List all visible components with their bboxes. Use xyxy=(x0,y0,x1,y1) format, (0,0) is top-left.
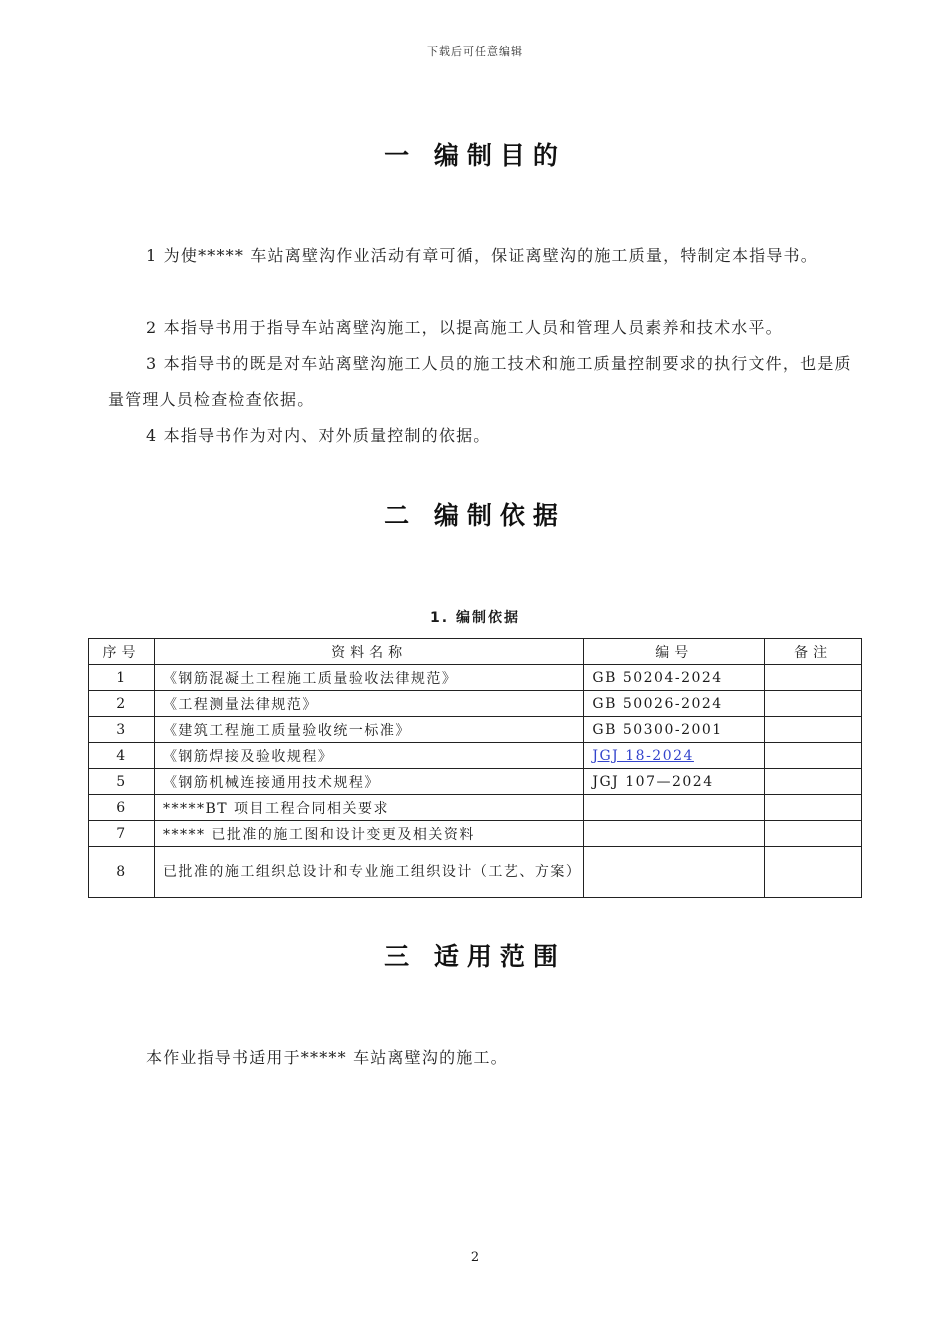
paragraph-4 xyxy=(108,418,862,454)
row-code xyxy=(584,821,765,847)
table-header-row xyxy=(89,639,862,665)
section-title-scope: 三 适用范围 xyxy=(384,942,566,971)
row-code: GB 50204-2024 xyxy=(584,665,765,691)
row-name: 《建筑工程施工质量验收统一标准》 xyxy=(154,717,583,743)
row-name: 《钢筋机械连接通用技术规程》 xyxy=(154,769,583,795)
row-note xyxy=(765,717,862,743)
table-row xyxy=(89,847,862,898)
row-no: 7 xyxy=(89,821,155,847)
paragraph-1-text: 1 为使***** 车站离壁沟作业活动有章可循，保证离壁沟的施工质量，特制定本指导书。 xyxy=(146,246,818,265)
table-row xyxy=(89,691,862,717)
row-code xyxy=(584,743,765,769)
code-link[interactable]: JGJ 18-2024 xyxy=(592,747,694,764)
header-note: 备注 xyxy=(765,639,862,665)
paragraph-3 xyxy=(108,346,862,418)
row-no: 8 xyxy=(89,847,155,898)
row-no: 2 xyxy=(89,691,155,717)
header-name: 资料名称 xyxy=(154,639,583,665)
row-note xyxy=(765,847,862,898)
row-note xyxy=(765,743,862,769)
table-row xyxy=(89,821,862,847)
table-row xyxy=(89,795,862,821)
row-note xyxy=(765,795,862,821)
row-code: JGJ 107—2024 xyxy=(584,769,765,795)
table-row xyxy=(89,665,862,691)
section-title-basis: 二 编制依据 xyxy=(384,501,566,530)
row-name: 《工程测量法律规范》 xyxy=(154,691,583,717)
row-note xyxy=(765,665,862,691)
scope-paragraph-text: 本作业指导书适用于***** 车站离壁沟的施工。 xyxy=(146,1048,508,1067)
row-code xyxy=(584,795,765,821)
paragraph-2-text: 2 本指导书用于指导车站离壁沟施工，以提高施工人员和管理人员素养和技术水平。 xyxy=(146,318,783,337)
paragraph-2 xyxy=(108,310,862,346)
row-note xyxy=(765,691,862,717)
header-code: 编号 xyxy=(584,639,765,665)
row-no: 3 xyxy=(89,717,155,743)
row-name: *****BT 项目工程合同相关要求 xyxy=(154,795,583,821)
row-name: 《钢筋混凝土工程施工质量验收法律规范》 xyxy=(154,665,583,691)
row-code: GB 50300-2001 xyxy=(584,717,765,743)
paragraph-4-text: 4 本指导书作为对内、对外质量控制的依据。 xyxy=(146,426,491,445)
row-no: 4 xyxy=(89,743,155,769)
page-header-note: 下载后可任意编辑 xyxy=(427,45,523,58)
page-number: 2 xyxy=(470,1250,480,1265)
row-no: 1 xyxy=(89,665,155,691)
table-row xyxy=(89,769,862,795)
row-name: ***** 已批准的施工图和设计变更及相关资料 xyxy=(154,821,583,847)
paragraph-1 xyxy=(108,238,862,274)
table-row xyxy=(89,717,862,743)
row-note xyxy=(765,821,862,847)
row-no: 5 xyxy=(89,769,155,795)
row-code: GB 50026-2024 xyxy=(584,691,765,717)
row-no: 6 xyxy=(89,795,155,821)
row-note xyxy=(765,769,862,795)
row-code xyxy=(584,847,765,898)
row-name: 已批准的施工组织总设计和专业施工组织设计（工艺、方案） xyxy=(154,847,583,898)
header-no: 序号 xyxy=(89,639,155,665)
paragraph-3-text: 3 本指导书的既是对车站离壁沟施工人员的施工技术和施工质量控制要求的执行文件，也是质量管理人员检查检查依据。 xyxy=(108,354,852,409)
reference-table xyxy=(88,638,862,898)
table-caption: 1. 编制依据 xyxy=(430,610,520,626)
table-row xyxy=(89,743,862,769)
section-title-purpose: 一 编制目的 xyxy=(384,141,566,170)
row-name: 《钢筋焊接及验收规程》 xyxy=(154,743,583,769)
scope-paragraph xyxy=(108,1040,862,1076)
